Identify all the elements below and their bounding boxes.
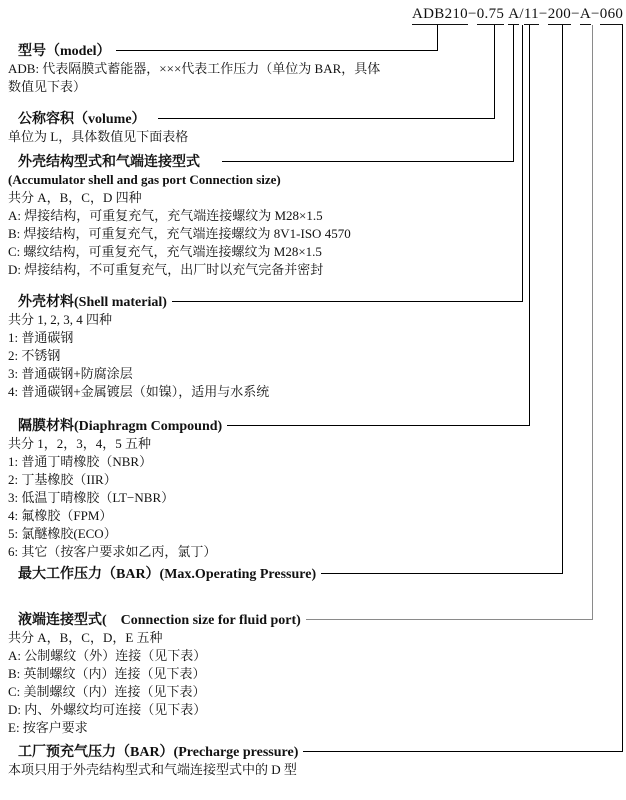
- section-shell-material: [0, 293, 626, 401]
- section-line: 共分 A，B，C，D，E 五种: [8, 630, 163, 645]
- section-title: 工厂预充气压力（BAR）(Precharge pressure): [18, 744, 303, 761]
- model-segment-pressure: 200: [548, 6, 571, 25]
- section-line: 3: 低温丁晴橡胶（LT−NBR）: [8, 490, 175, 505]
- section-volume: [0, 110, 626, 146]
- section-line: 3: 普通碳钢+防腐涂层: [8, 366, 133, 381]
- section-title: 型号（model）: [18, 43, 116, 60]
- section-precharge: [0, 743, 626, 779]
- section-title: 隔膜材料(Diaphragm Compound): [18, 418, 227, 435]
- model-separator: −: [571, 6, 580, 22]
- section-line: 共分 1, 2, 3, 4 四种: [8, 312, 113, 327]
- model-segment-shell-type: A: [508, 6, 519, 25]
- section-model: [0, 42, 626, 96]
- model-separator: −: [538, 6, 548, 22]
- section-line: 1: 普通丁晴橡胶（NBR）: [8, 454, 153, 469]
- section-line: 共分 1，2，3，4，5 五种: [8, 436, 152, 451]
- section-line: C: 螺纹结构，可重复充气，充气端连接螺纹为 M28×1.5: [8, 244, 322, 259]
- section-title: 外壳材料(Shell material): [18, 294, 172, 311]
- section-line: A: 公制螺纹（外）连接（见下表）: [8, 648, 207, 663]
- model-segment-volume: 0.75: [477, 6, 504, 25]
- section-subtitle: (Accumulator shell and gas port Connection size): [8, 172, 281, 187]
- section-line: 1: 普通碳钢: [8, 330, 74, 345]
- model-segment-precharge: 060: [600, 6, 623, 25]
- section-line: 共分 A，B，C，D 四种: [8, 190, 142, 205]
- model-segment-fluid-port: A: [580, 6, 591, 25]
- section-title: 公称容积（volume）: [18, 111, 151, 128]
- section-line: 5: 氯醚橡胶(ECO）: [8, 526, 117, 541]
- section-line: 数值见下表）: [8, 79, 87, 94]
- section-line: E: 按客户要求: [8, 720, 88, 735]
- model-segment-materials: 11: [524, 6, 539, 25]
- section-line: B: 焊接结构，可重复充气，充气端连接螺纹为 8V1-ISO 4570: [8, 226, 351, 241]
- section-fluid-port: [0, 611, 626, 737]
- section-title: 液端连接型式( Connection size for fluid port): [18, 612, 306, 629]
- section-line: 单位为 L，具体数值见下面表格: [8, 129, 189, 144]
- section-line: 2: 不锈钢: [8, 348, 61, 363]
- section-line: D: 内、外螺纹均可连接（见下表）: [8, 702, 207, 717]
- section-max-pressure: [0, 565, 626, 583]
- section-line: B: 英制螺纹（内）连接（见下表）: [8, 666, 206, 681]
- section-line: 本项只用于外壳结构型式和气端连接型式中的 D 型: [8, 762, 297, 777]
- model-separator: −: [591, 6, 600, 22]
- section-line: D: 焊接结构，不可重复充气，出厂时以充气完备并密封: [8, 262, 324, 277]
- section-line: 4: 普通碳钢+金属镀层（如镍），适用与水系统: [8, 384, 270, 399]
- model-separator: /: [519, 6, 524, 22]
- section-diaphragm: [0, 417, 626, 561]
- section-title: 外壳结构型式和气端连接型式: [18, 154, 205, 171]
- section-line: A: 焊接结构，可重复充气，充气端连接螺纹为 M28×1.5: [8, 208, 323, 223]
- section-line: ADB: 代表隔膜式蓄能器，×××代表工作压力（单位为 BAR，具体: [8, 61, 381, 76]
- section-line: C: 美制螺纹（内）连接（见下表）: [8, 684, 206, 699]
- section-line: 6: 其它（按客户要求如乙丙，氯丁）: [8, 544, 217, 559]
- section-line: 4: 氟橡胶（FPM）: [8, 508, 113, 523]
- model-code: [412, 6, 623, 25]
- section-title: 最大工作压力（BAR）(Max.Operating Pressure): [18, 566, 321, 583]
- section-shell-structure: [0, 153, 626, 279]
- model-segment-series: ADB210: [412, 6, 468, 25]
- model-separator: −: [467, 6, 477, 22]
- section-line: 2: 丁基橡胶（IIR）: [8, 472, 117, 487]
